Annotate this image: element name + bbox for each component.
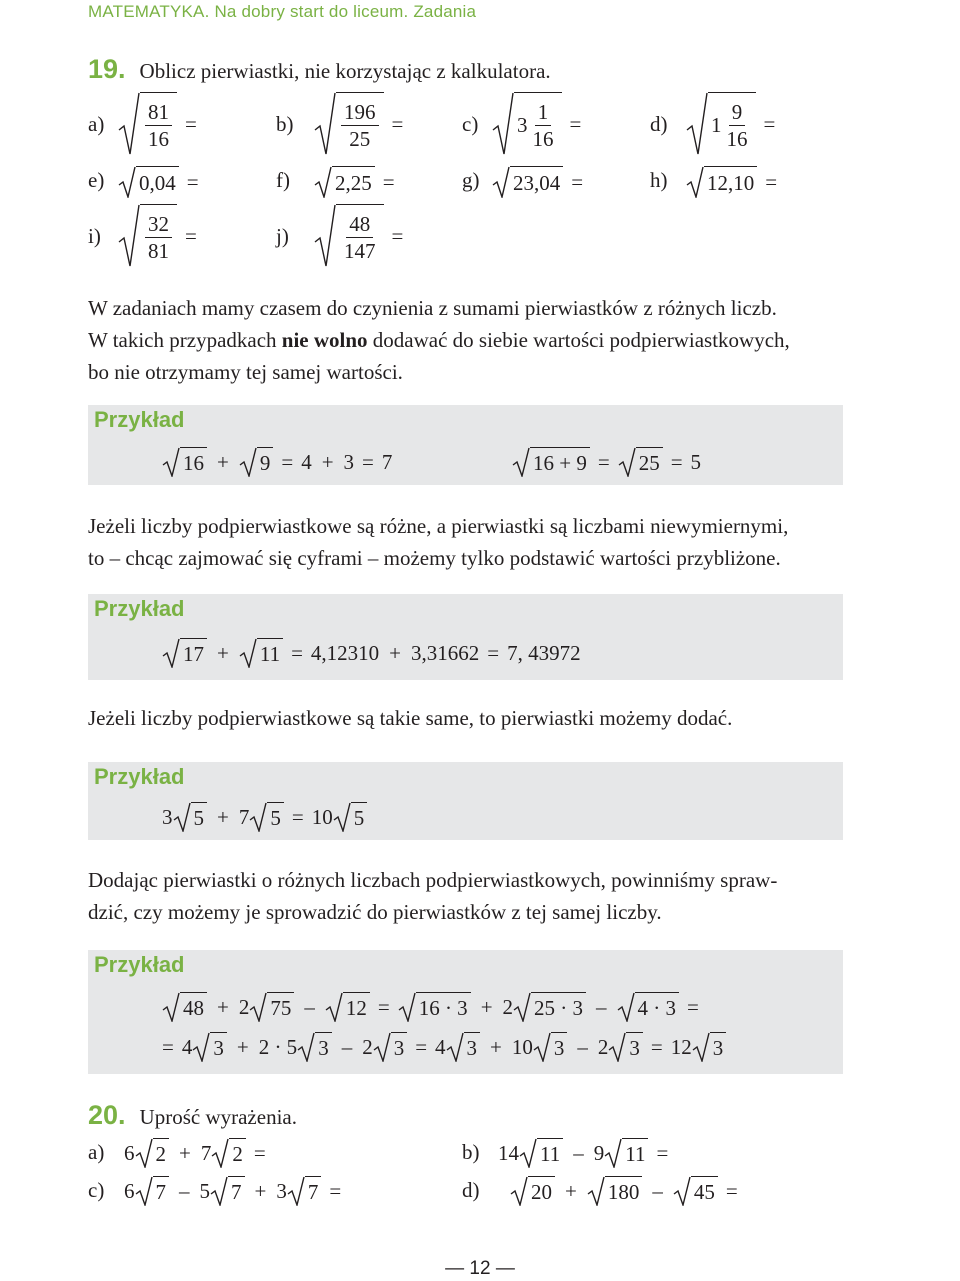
item-label: d) [650,112,668,136]
item-label: c) [462,112,479,136]
example-box-4 [88,950,843,1074]
task-19g: g) 23,04 = [462,166,662,200]
explanation-paragraph-4: Dodając pierwiastki o różnych liczbach podpierwiastkowych, powinniśmy spraw- dzić, czy możemy je sprowadzić do pierwiastków z tej samej liczby. [88,868,778,924]
item-label: j) [276,224,289,248]
formula-like-roots: 3 5 + 7 5 = 10 5 [162,802,367,832]
example-title: Przykład [94,596,185,621]
sqrt-fraction: $\frac{32}{81}$ [118,204,177,268]
example-title: Przykład [94,407,185,432]
example-box-1 [88,405,843,485]
example-box-2 [88,594,843,680]
formula-root-of-sum: 16 + 9 = 25 = 5 [512,447,701,477]
explanation-paragraph-2: Jeżeli liczby podpierwiastkowe są różne, a pierwiastki są liczbami niewymiernymi, to – chcąc zajmować się cyframi – możemy tylko podstawić wartości przybliżone. [88,514,789,570]
page-number: — 12 — [445,1258,515,1279]
task-19d: d) 1 $\frac{9}{16}$ = [650,92,850,162]
task-19a: a) $\frac{81}{16}$ = [88,92,288,162]
task-title: Uprość wyrażenia. [139,1105,297,1129]
sqrt-mixed-number: 3 $\frac{1}{16}$ [492,92,562,156]
item-label: e) [88,168,105,192]
task-19h: h) 12,10 = [650,166,850,200]
sqrt-decimal: 12,10 [686,166,757,198]
radical-sign [314,166,332,198]
task-20a: a) 6 2 + 7 2 = [88,1140,266,1166]
item-label: b) [276,112,294,136]
task-number: 19. [88,54,126,84]
task-19f: f) 2,25 = [276,166,476,200]
item-label: f) [276,168,290,192]
task-19-heading [88,54,551,85]
running-header: MATEMATYKA. Na dobry start do liceum. Zadania [88,2,477,21]
item-label: c) [88,1178,105,1202]
radical-sign [686,92,708,156]
item-label: b) [462,1140,480,1164]
example-title: Przykład [94,952,185,977]
sqrt-fraction: $\frac{81}{16}$ [118,92,177,156]
example-box-3 [88,762,843,840]
task-20-heading [88,1100,297,1131]
explanation-paragraph-3: Jeżeli liczby podpierwiastkowe są takie same, to pierwiastki możemy dodać. [88,706,733,730]
item-label: d) [462,1178,480,1202]
item-label: a) [88,1140,105,1164]
item-label: a) [88,112,105,136]
task-19i: i) $\frac{32}{81}$ = [88,204,288,274]
task-20b: b) 14 11 – 9 11 = [462,1140,669,1166]
sqrt-fraction: $\frac{48}{147}$ [314,204,384,268]
task-19e: e) 0,04 = [88,166,288,200]
task-20c: c) 6 7 – 5 7 + 3 7 = [88,1178,342,1204]
radical-sign [118,92,140,156]
formula-simplify-row-1: 48 + 2 75 – 12 = 16 · 3 + 2 25 · 3 – 4 · 3 = [162,992,707,1022]
radical-sign [118,204,140,268]
sqrt-mixed-number: 1 $\frac{9}{16}$ [686,92,756,156]
radical-sign [492,166,510,198]
item-label: i) [88,224,101,248]
task-19b: b) $\frac{196}{25}$ = [276,92,476,162]
example-title: Przykład [94,764,185,789]
formula-simplify-row-2: = 4 3 + 2 · 5 3 – 2 3 = 4 3 + 10 3 – 2 3 = 12 3 [162,1032,726,1062]
task-19j: j) $\frac{48}{147}$ = [276,204,476,274]
formula-sum-of-roots: 16 + 9 = 4 + 3 = 7 [162,447,392,477]
task-19c: c) 3 $\frac{1}{16}$ = [462,92,662,162]
task-20d: d) 20 + 180 – 45 = [462,1178,738,1204]
radical-sign [314,92,336,156]
sqrt-fraction: $\frac{196}{25}$ [314,92,384,156]
formula-approximation: 17 + 11 = 4,12310 + 3,31662 = 7, 43972 [162,638,581,668]
item-label: h) [650,168,668,192]
radical-sign [492,92,514,156]
radical-sign [314,204,336,268]
sqrt-decimal: 0,04 [118,166,179,198]
sqrt-decimal: 2,25 [314,166,375,198]
task-title: Oblicz pierwiastki, nie korzystając z kalkulatora. [139,59,551,83]
explanation-paragraph-1: W zadaniach mamy czasem do czynienia z sumami pierwiastków z różnych liczb. W takich przypadkach nie wolno dodawać do siebie wartości podpierwiastkowych, bo nie otrzymamy tej samej wartości. [88,296,790,384]
task-number: 20. [88,1100,126,1130]
item-label: g) [462,168,480,192]
sqrt-decimal: 23,04 [492,166,563,198]
radical-sign [686,166,704,198]
radical-sign [118,166,136,198]
